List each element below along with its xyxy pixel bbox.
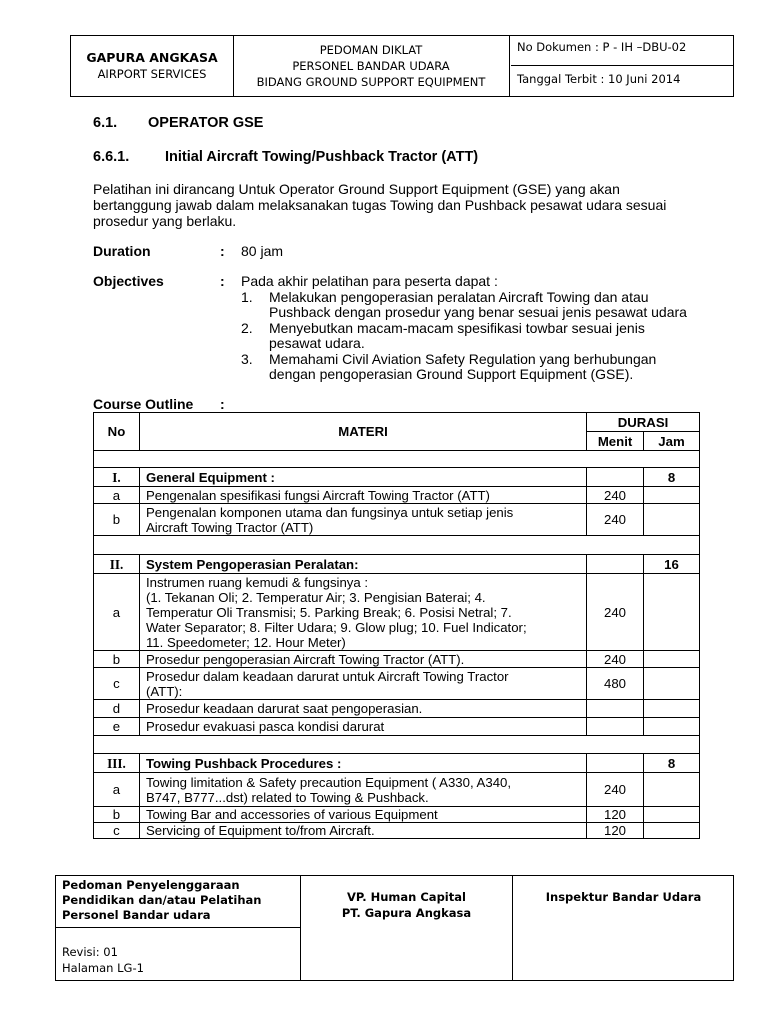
objectives-lead: Pada akhir pelatihan para peserta dapat :: [241, 273, 498, 289]
row-materi: [139, 823, 586, 839]
row-menit: 240: [587, 504, 644, 536]
table-header-row: [94, 413, 700, 432]
row-menit: 240: [587, 574, 644, 651]
table-row: [94, 773, 700, 807]
group-row: [94, 754, 700, 773]
document-footer: [55, 875, 734, 981]
footer-title-line: Pedoman Penyelenggaraan: [62, 878, 240, 892]
table-row: [94, 718, 700, 736]
revision-number: Revisi: 01: [62, 945, 118, 959]
materi-line: (ATT):: [145, 683, 183, 699]
materi-line: Prosedur dalam keadaan darurat untuk Aircraft Towing Tractor: [145, 668, 509, 684]
document-info-cell: [511, 36, 733, 96]
table-row: [94, 487, 700, 504]
row-no: b: [94, 504, 140, 536]
footer-title-line: Personel Bandar udara: [62, 908, 211, 922]
row-no: e: [94, 718, 140, 736]
doc-number: No Dokumen : P - IH –DBU-02: [511, 36, 733, 66]
intro-line: Pelatihan ini dirancang Untuk Operator Ground Support Equipment (GSE) yang akan: [93, 181, 620, 197]
document-header: [70, 35, 734, 97]
group-number: II.: [94, 555, 140, 574]
materi-line: Towing limitation & Safety precaution Equipment ( A330, A340,: [145, 774, 512, 790]
inspector-title: Inspektur Bandar Udara: [545, 890, 702, 904]
table-row: [94, 574, 700, 651]
issue-date: Tanggal Terbit : 10 Juni 2014: [517, 72, 681, 86]
table-row: [94, 823, 700, 839]
table-row: [94, 807, 700, 823]
materi-line: Pengenalan spesifikasi fungsi Aircraft Towing Tractor (ATT): [145, 487, 490, 503]
table-row: [94, 651, 700, 668]
subsection-number: 6.6.1.: [93, 149, 130, 165]
subsection-title: Initial Aircraft Towing/Pushback Tractor (ATT): [165, 149, 479, 165]
duration-colon: :: [220, 243, 225, 259]
signatory-company: PT. Gapura Angkasa: [341, 906, 472, 920]
duration-value: 80 jam: [241, 243, 284, 259]
materi-line: Pengenalan komponen utama dan fungsinya untuk setiap jenis: [145, 504, 514, 520]
table-row: [94, 504, 700, 536]
materi-line: B747, B777...dst) related to Towing & Pushback.: [145, 789, 429, 805]
row-no: c: [94, 668, 140, 700]
materi-line: Temperatur Oli Transmisi; 5. Parking Break; 6. Posisi Netral; 7.: [145, 604, 512, 620]
title-line: PEDOMAN DIKLAT: [319, 43, 423, 57]
duration-label: Duration: [93, 243, 151, 259]
row-materi: [139, 487, 586, 504]
row-menit: 240: [587, 773, 644, 807]
group-number: III.: [94, 754, 140, 773]
objective-text: pesawat udara.: [269, 335, 365, 351]
row-menit: 240: [587, 651, 644, 668]
row-menit: 120: [587, 807, 644, 823]
group-title: Towing Pushback Procedures :: [139, 754, 586, 773]
col-header-no: No: [94, 413, 140, 451]
document-title-cell: [233, 36, 510, 96]
row-materi: [139, 668, 586, 700]
company-subtitle: AIRPORT SERVICES: [97, 67, 207, 81]
table-row: [94, 700, 700, 718]
spacer-row: [94, 736, 700, 754]
row-no: b: [94, 807, 140, 823]
group-number: I.: [94, 468, 140, 487]
footer-signatory-cell: [301, 876, 513, 980]
objective-text: Menyebutkan macam-macam spesifikasi towbar sesuai jenis: [269, 320, 645, 336]
group-jam: 16: [644, 555, 700, 574]
materi-line: Prosedur pengoperasian Aircraft Towing Tractor (ATT).: [145, 651, 465, 667]
intro-line: prosedur yang berlaku.: [93, 213, 237, 229]
materi-line: Instrumen ruang kemudi & fungsinya :: [145, 574, 369, 590]
course-outline-colon: :: [220, 396, 225, 412]
group-row: [94, 555, 700, 574]
materi-line: Prosedur evakuasi pasca kondisi darurat: [145, 719, 385, 734]
footer-title-line: Pendidikan dan/atau Pelatihan: [62, 893, 262, 907]
row-menit: 120: [587, 823, 644, 839]
materi-line: Water Separator; 8. Filter Udara; 9. Glow plug; 10. Fuel Indicator;: [145, 619, 527, 635]
objective-text: Pushback dengan prosedur yang benar sesuai jenis pesawat udara: [269, 304, 687, 320]
row-materi: [139, 651, 586, 668]
spacer-row: [94, 536, 700, 555]
signatory-title: VP. Human Capital: [347, 890, 466, 904]
col-header-jam: Jam: [644, 432, 700, 451]
objectives-label: Objectives: [93, 273, 164, 289]
footer-guideline-title: [56, 876, 300, 928]
group-row: [94, 468, 700, 487]
group-jam: 8: [644, 468, 700, 487]
materi-line: (1. Tekanan Oli; 2. Temperatur Air; 3. Pengisian Baterai; 4.: [145, 589, 486, 605]
spacer-row: [94, 451, 700, 468]
col-header-menit: Menit: [587, 432, 644, 451]
row-materi: [139, 504, 586, 536]
page-number: Halaman LG-1: [62, 961, 144, 975]
row-materi: [139, 574, 586, 651]
footer-inspector-cell: [514, 876, 733, 980]
materi-line: Prosedur keadaan darurat saat pengoperasian.: [145, 701, 423, 716]
row-materi: [139, 773, 586, 807]
footer-left-cell: [56, 876, 301, 980]
row-no: a: [94, 574, 140, 651]
materi-line: Aircraft Towing Tractor (ATT): [145, 519, 314, 535]
materi-line: Servicing of Equipment to/from Aircraft.: [145, 823, 375, 838]
col-header-materi: MATERI: [139, 413, 586, 451]
table-row: [94, 668, 700, 700]
row-no: a: [94, 487, 140, 504]
row-menit: 480: [587, 668, 644, 700]
title-line: BIDANG GROUND SUPPORT EQUIPMENT: [256, 75, 486, 89]
col-header-durasi: DURASI: [587, 413, 700, 432]
section-title: OPERATOR GSE: [148, 115, 264, 131]
row-no: a: [94, 773, 140, 807]
course-outline-label: Course Outline: [93, 396, 194, 412]
course-outline-table: [93, 412, 700, 839]
group-title: System Pengoperasian Peralatan:: [139, 555, 586, 574]
objective-number: 3.: [241, 351, 253, 367]
row-no: d: [94, 700, 140, 718]
company-name: GAPURA ANGKASA: [86, 50, 218, 65]
intro-line: bertanggung jawab dalam melaksanakan tugas Towing dan Pushback pesawat udara sesuai: [93, 197, 667, 213]
row-no: b: [94, 651, 140, 668]
footer-revision-block: [62, 944, 144, 976]
objective-text: dengan pengoperasian Ground Support Equipment (GSE).: [269, 366, 634, 382]
row-materi: [139, 718, 586, 736]
objective-text: Melakukan pengoperasian peralatan Aircraft Towing dan atau: [269, 289, 649, 305]
group-jam: 8: [644, 754, 700, 773]
row-materi: [139, 700, 586, 718]
row-no: c: [94, 823, 140, 839]
materi-line: Towing Bar and accessories of various Equipment: [145, 807, 438, 822]
company-cell: [71, 36, 234, 96]
materi-line: 11. Speedometer; 12. Hour Meter): [145, 634, 346, 650]
objective-number: 2.: [241, 320, 253, 336]
objective-text: Memahami Civil Aviation Safety Regulation yang berhubungan: [269, 351, 657, 367]
title-line: PERSONEL BANDAR UDARA: [292, 59, 450, 73]
row-materi: [139, 807, 586, 823]
objectives-colon: :: [220, 273, 225, 289]
objective-number: 1.: [241, 289, 253, 305]
section-number: 6.1.: [93, 115, 118, 131]
row-menit: 240: [587, 487, 644, 504]
group-title: General Equipment :: [139, 468, 586, 487]
